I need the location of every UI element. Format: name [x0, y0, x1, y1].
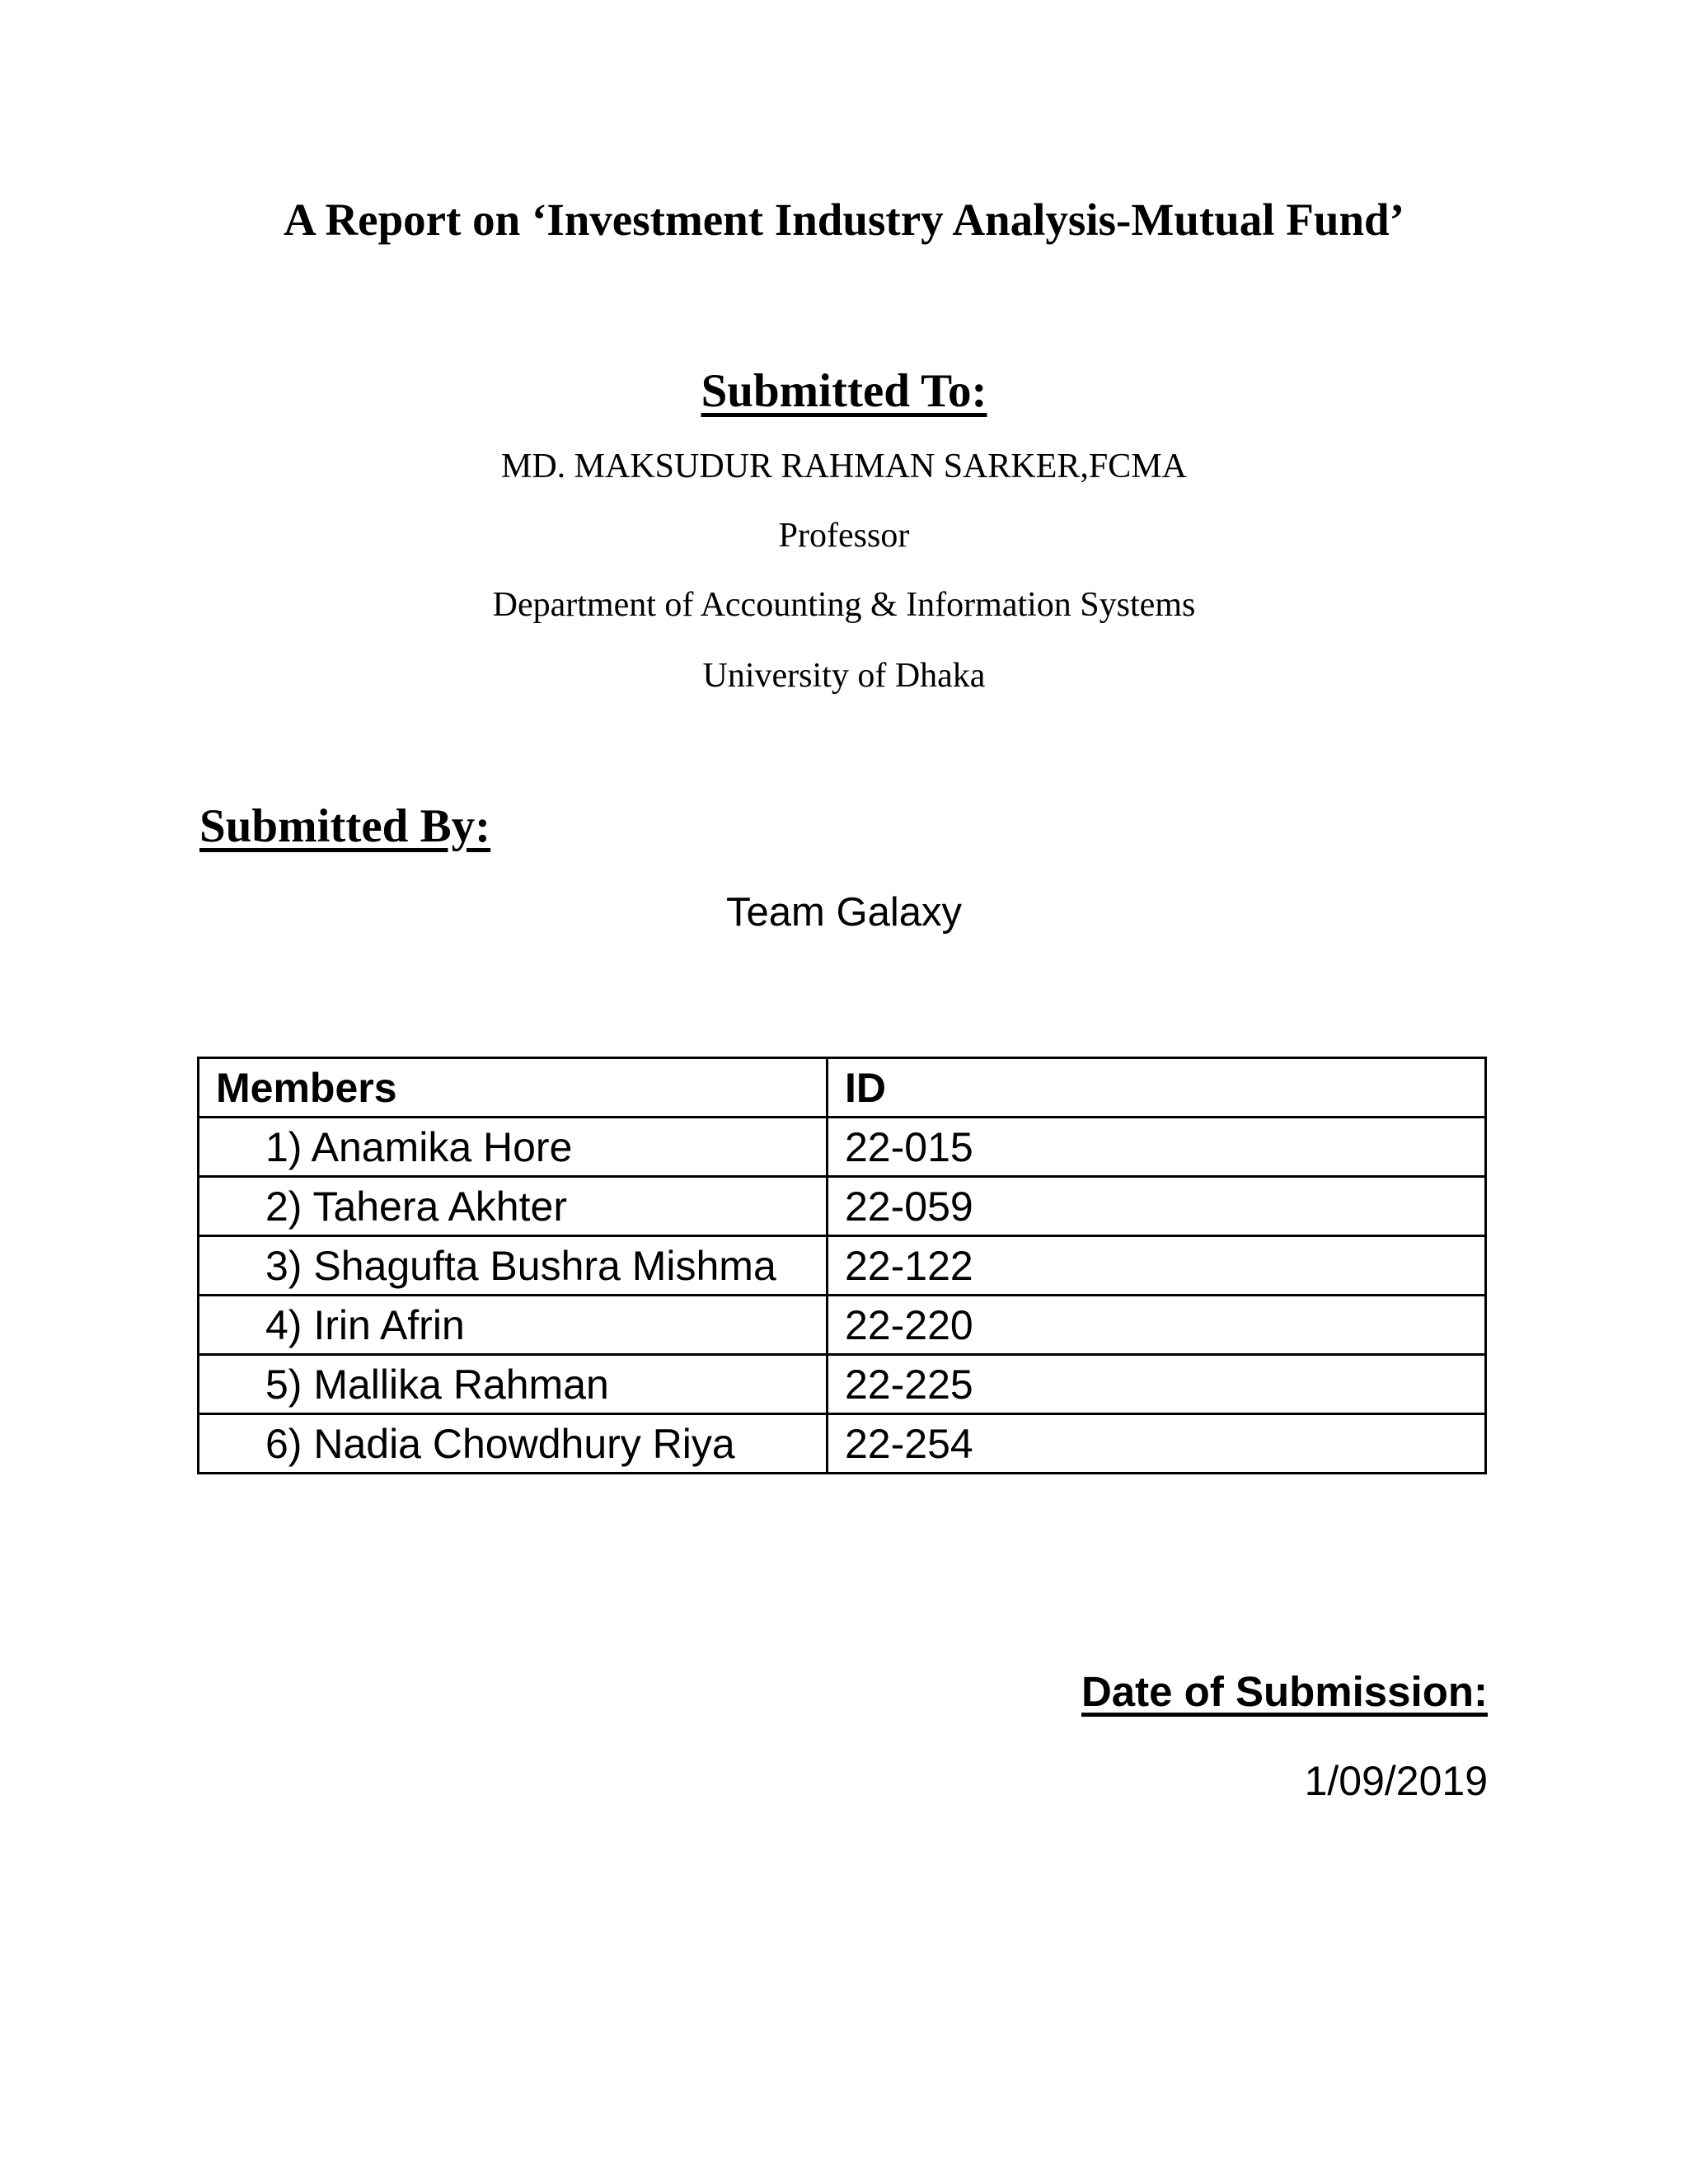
member-id-cell: 22-254 [828, 1414, 1486, 1474]
members-column-header: Members [199, 1058, 828, 1118]
members-table [197, 1057, 1487, 1474]
team-name: Team Galaxy [726, 890, 962, 935]
member-id-cell: 22-220 [828, 1296, 1486, 1355]
member-name-cell: 3) Shagufta Bushra Mishma [199, 1236, 828, 1296]
member-name-cell: 5) Mallika Rahman [199, 1355, 828, 1414]
table-header-row [199, 1058, 1486, 1118]
member-id-cell: 22-059 [828, 1177, 1486, 1236]
member-name-cell: 4) Irin Afrin [199, 1296, 828, 1355]
member-id-cell: 22-122 [828, 1236, 1486, 1296]
table-row [199, 1118, 1486, 1177]
member-name-cell: 2) Tahera Akhter [199, 1177, 828, 1236]
recipient-department: Department of Accounting & Information Systems [492, 586, 1196, 624]
table-row [199, 1177, 1486, 1236]
date-of-submission-heading: Date of Submission: [1081, 1668, 1488, 1715]
submitted-to-heading [0, 363, 1688, 420]
submitted-to-heading-text: Submitted To: [701, 365, 987, 417]
member-name-cell: 6) Nadia Chowdhury Riya [199, 1414, 828, 1474]
recipient-university: University of Dhaka [702, 657, 986, 695]
member-id-cell: 22-225 [828, 1355, 1486, 1414]
table-row [199, 1236, 1486, 1296]
submission-date: 1/09/2019 [1304, 1758, 1488, 1804]
table-row [199, 1414, 1486, 1474]
recipient-designation: Professor [778, 517, 910, 555]
report-title: A Report on ‘Investment Industry Analysis-Mutual Fund’ [284, 194, 1404, 245]
table-row [199, 1355, 1486, 1414]
recipient-name: MD. MAKSUDUR RAHMAN SARKER,FCMA [501, 448, 1187, 485]
member-id-cell: 22-015 [828, 1118, 1486, 1177]
id-column-header: ID [828, 1058, 1486, 1118]
member-name-cell: 1) Anamika Hore [199, 1118, 828, 1177]
table-row [199, 1296, 1486, 1355]
submitted-by-heading: Submitted By: [199, 800, 491, 852]
